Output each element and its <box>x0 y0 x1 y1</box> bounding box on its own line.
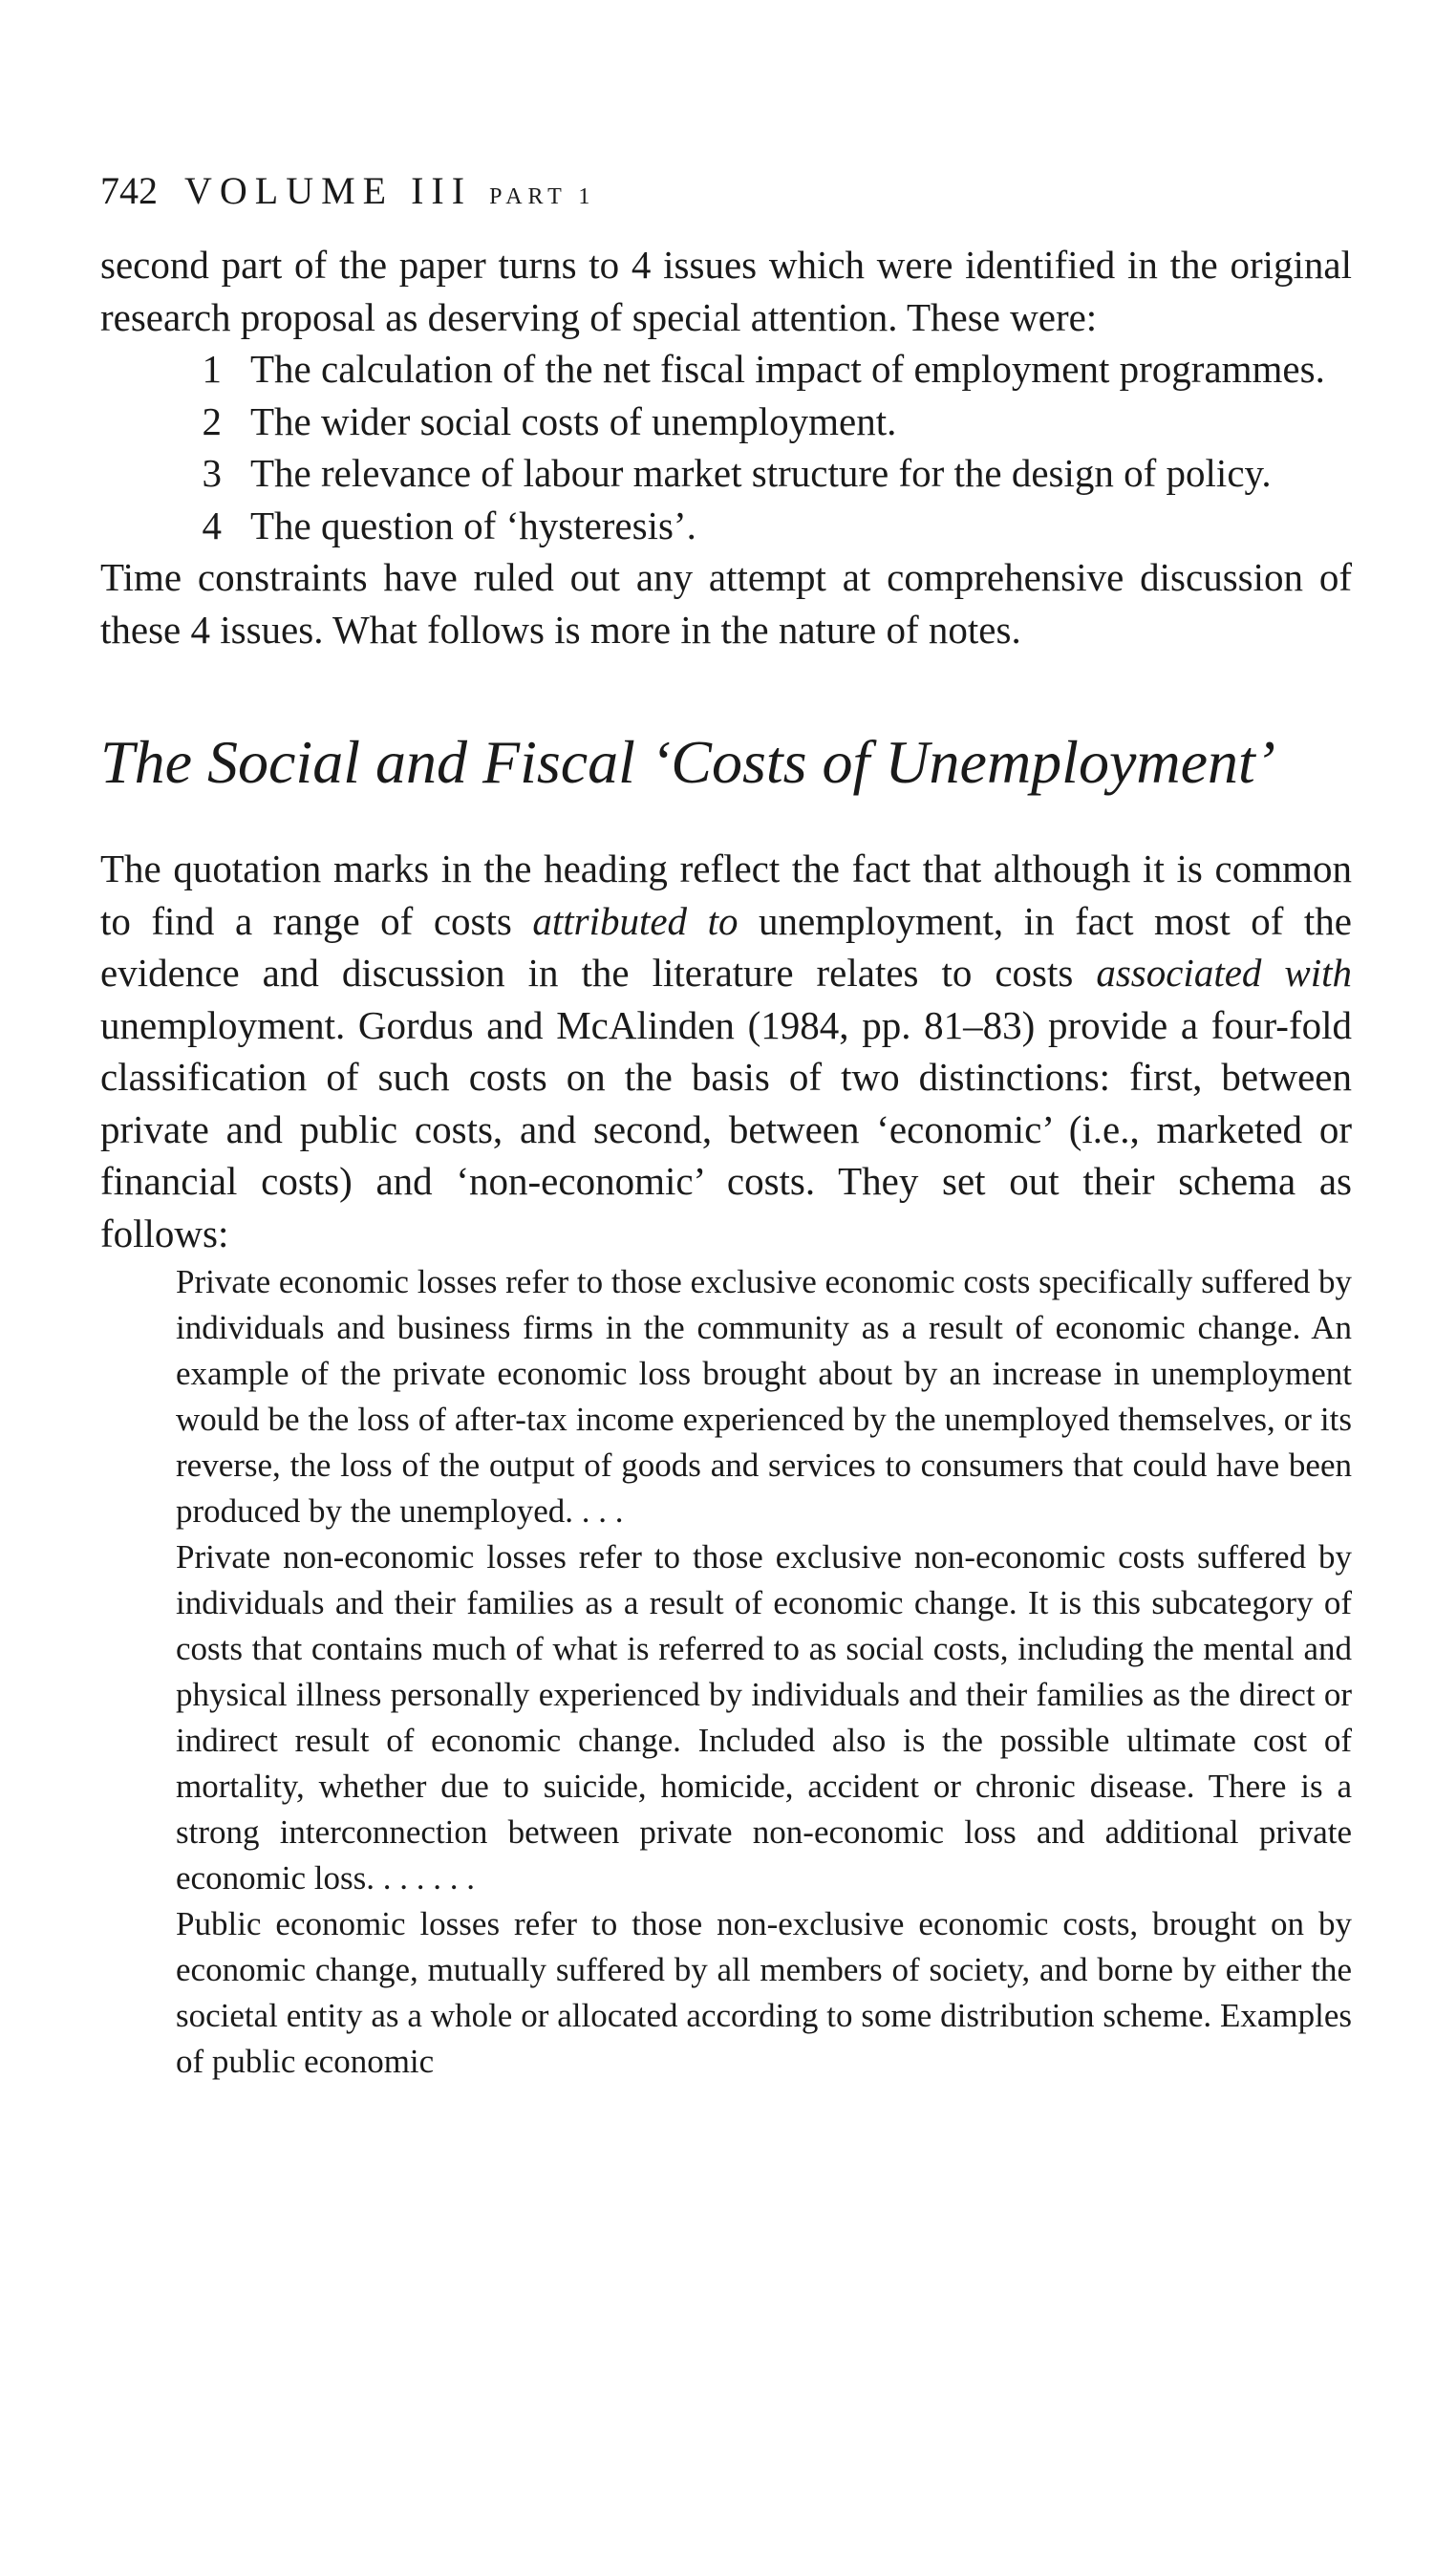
quote-paragraph: Public economic losses refer to those non-exclusive economic costs, brought on by economic change, mutually suffered by all members of society, and borne by either the societal entity as a whole or allocated according to some distribution scheme. Examples of public economic <box>176 1905 1352 2080</box>
list-item-text: The question of ‘hysteresis’. <box>250 503 696 547</box>
document-page <box>100 162 1352 2085</box>
list-item-text: The calculation of the net fiscal impact of employment programmes. <box>250 347 1325 391</box>
list-item <box>100 447 1352 500</box>
text-run: unemployment, in fact most of the evidence and discussion in the literature relates to costs <box>100 898 1352 995</box>
emphasis-associated-with: associated with <box>1096 951 1353 995</box>
part-label: PART 1 <box>489 184 596 209</box>
volume-label: VOLUME III <box>184 169 473 212</box>
quote-paragraph: Private economic losses refer to those exclusive economic costs specifically suffered by individuals and business firms in the community as a result of economic change. An example of the private economic loss brought about by an increase in unemployment would be the loss of after-tax income experienced by the unemployed themselves, or its reverse, the loss of the output of goods and services to consumers that could have been produced by the unemployed. . . . <box>176 1263 1352 1530</box>
quote-paragraph: Private non-economic losses refer to those exclusive non-economic costs suffered by individuals and their families as a result of economic change. It is this subcategory of costs that contains much of what is referred to as social costs, including the mental and physical illness personally experienced by individuals and their families as the direct or indirect result of economic change. Included also is the possible ultimate cost of mortality, whether due to suicide, homicide, accident or chronic disease. There is a strong interconnection between private non-economic loss and additional private economic loss. . . . . . . <box>176 1538 1352 1897</box>
section-heading: The Social and Fiscal ‘Costs of Unemployment’ <box>100 728 1276 796</box>
list-item-number: 3 <box>202 451 222 495</box>
section-paragraph <box>100 843 1352 1259</box>
closing-paragraph: Time constraints have ruled out any attempt at comprehensive discussion of these 4 issues. What follows is more in the nature of notes. <box>100 555 1352 652</box>
text-run: The quotation marks in the heading reflect the fact that although it is common to find a range of costs <box>100 847 1352 943</box>
text-run: unemployment. Gordus and McAlinden (1984, pp. 81–83) provide a four-fold classification of such costs on the basis of two distinctions: first, between private and public costs, and second, between ‘economic’ (i.e., marketed or financial costs) and ‘non-economic’ costs. They set out their schema as follows: <box>100 1002 1352 1255</box>
list-item-text: The relevance of labour market structure for the design of policy. <box>250 451 1272 495</box>
list-item <box>100 396 1352 448</box>
list-item <box>100 500 1352 552</box>
emphasis-attributed-to: attributed to <box>532 898 739 943</box>
page-number: 742 <box>100 169 158 212</box>
list-item-number: 2 <box>202 398 222 443</box>
list-item-text: The wider social costs of unemployment. <box>250 398 897 443</box>
issue-list <box>100 343 1352 551</box>
list-item <box>100 343 1352 396</box>
block-quote <box>176 1259 1352 2085</box>
running-head <box>100 162 1352 220</box>
list-item-number: 1 <box>202 347 222 391</box>
list-item-number: 4 <box>202 503 222 547</box>
intro-paragraph: second part of the paper turns to 4 issues which were identified in the original research proposal as deserving of special attention. These were: <box>100 243 1352 339</box>
